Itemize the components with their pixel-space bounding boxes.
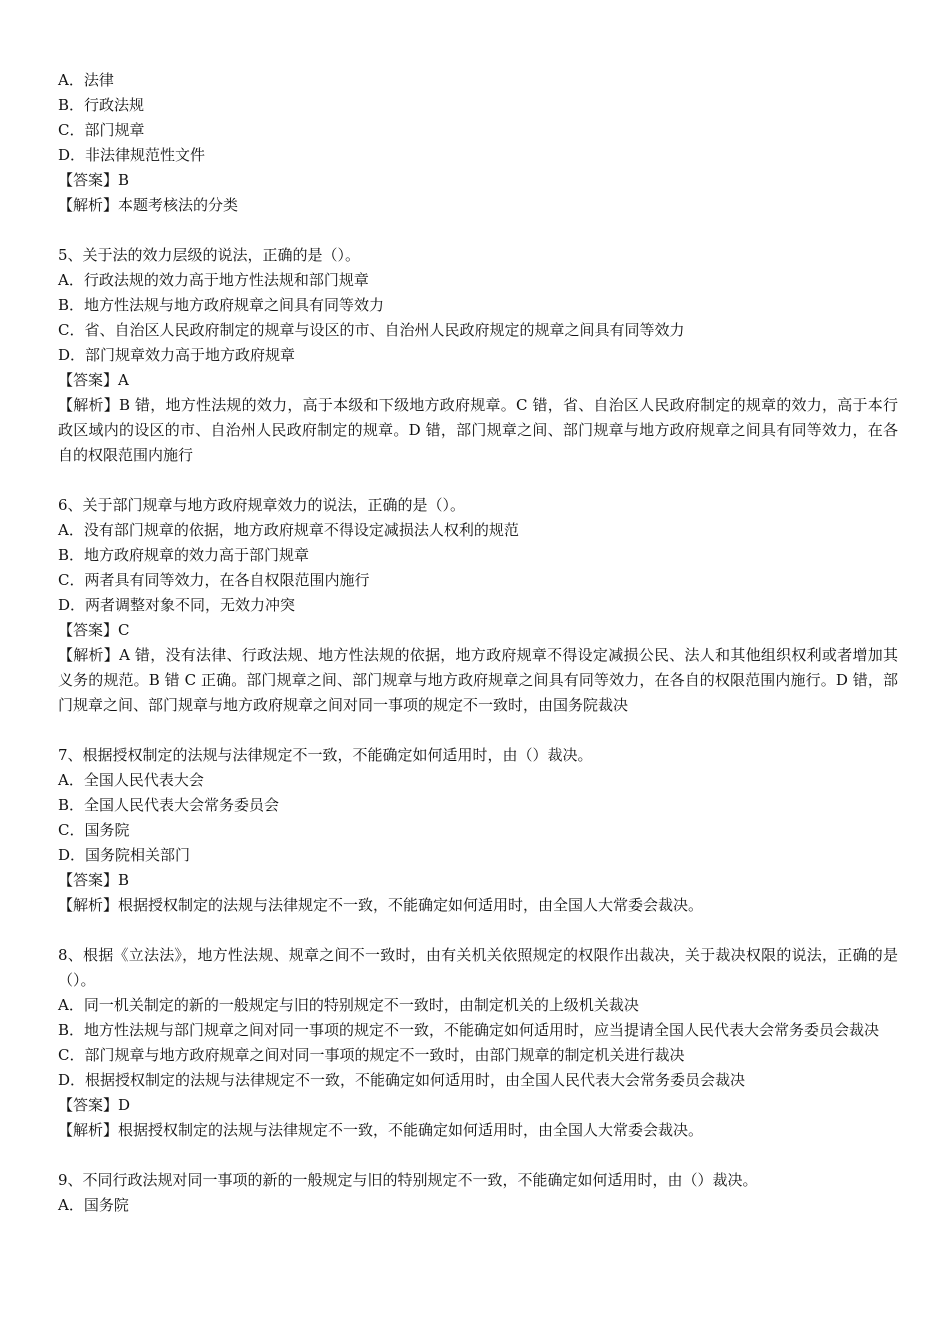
option-d: D．两者调整对象不同，无效力冲突	[58, 596, 296, 614]
question-9	[58, 1168, 898, 1218]
question-stem: 7、根据授权制定的法规与法律规定不一致，不能确定如何适用时，由（）裁决。	[58, 746, 593, 764]
prev-question	[58, 68, 898, 218]
question-stem: 6、关于部门规章与地方政府规章效力的说法，正确的是（）。	[58, 496, 466, 514]
answer: 【答案】D	[58, 1096, 131, 1114]
question-7	[58, 743, 898, 918]
option-b: B．全国人民代表大会常务委员会	[58, 796, 280, 814]
answer: 【答案】C	[58, 621, 130, 639]
option-d: D．部门规章效力高于地方政府规章	[58, 346, 296, 364]
answer: 【答案】B	[58, 171, 130, 189]
option-b: B．地方性法规与地方政府规章之间具有同等效力	[58, 296, 385, 314]
option-c: C．两者具有同等效力，在各自权限范围内施行	[58, 571, 370, 589]
option-c: C．省、自治区人民政府制定的规章与设区的市、自治州人民政府规定的规章之间具有同等效力	[58, 321, 685, 339]
option-a: A．国务院	[58, 1196, 129, 1214]
document-page	[58, 68, 898, 1218]
analysis: 【解析】B 错，地方性法规的效力，高于本级和下级地方政府规章。C 错，省、自治区人民政府制定的规章的效力，高于本行政区域内的设区的市、自治州人民政府制定的规章。D 错，部门规章之间、部门规章与地方政府规章之间具有同等效力，在各自的权限范围内施行	[58, 396, 898, 464]
question-8	[58, 943, 898, 1143]
option-d: D．根据授权制定的法规与法律规定不一致，不能确定如何适用时，由全国人民代表大会常务委员会裁决	[58, 1071, 746, 1089]
analysis: 【解析】根据授权制定的法规与法律规定不一致，不能确定如何适用时，由全国人大常委会裁决。	[58, 1121, 704, 1139]
option-a: A．行政法规的效力高于地方性法规和部门规章	[58, 271, 369, 289]
option-d: D．非法律规范性文件	[58, 146, 206, 164]
option-b: B．行政法规	[58, 96, 145, 114]
option-a: A．同一机关制定的新的一般规定与旧的特别规定不一致时，由制定机关的上级机关裁决	[58, 996, 639, 1014]
option-c: C．部门规章与地方政府规章之间对同一事项的规定不一致时，由部门规章的制定机关进行裁决	[58, 1046, 685, 1064]
answer: 【答案】A	[58, 371, 129, 389]
analysis: 【解析】根据授权制定的法规与法律规定不一致，不能确定如何适用时，由全国人大常委会裁决。	[58, 896, 704, 914]
option-a: A．法律	[58, 71, 114, 89]
question-stem: 5、关于法的效力层级的说法，正确的是（）。	[58, 246, 361, 264]
question-stem: 8、根据《立法法》，地方性法规、规章之间不一致时，由有关机关依照规定的权限作出裁决，关于裁决权限的说法，正确的是（）。	[58, 946, 898, 989]
option-c: C．国务院	[58, 821, 130, 839]
option-d: D．国务院相关部门	[58, 846, 191, 864]
option-a: A．全国人民代表大会	[58, 771, 204, 789]
analysis: 【解析】A 错，没有法律、行政法规、地方性法规的依据，地方政府规章不得设定减损公民、法人和其他组织权利或者增加其义务的规范。B 错 C 正确。部门规章之间、部门规章与地方政府规章之间具有同等效力，在各自的权限范围内施行。D 错，部门规章之间、部门规章与地方政府规章之间对同一事项的规定不一致时，由国务院裁决	[58, 646, 898, 714]
question-stem: 9、不同行政法规对同一事项的新的一般规定与旧的特别规定不一致，不能确定如何适用时，由（）裁决。	[58, 1171, 758, 1189]
question-5	[58, 243, 898, 468]
option-b: B．地方政府规章的效力高于部门规章	[58, 546, 310, 564]
option-c: C．部门规章	[58, 121, 145, 139]
option-b: B．地方性法规与部门规章之间对同一事项的规定不一致，不能确定如何适用时，应当提请全国人民代表大会常务委员会裁决	[58, 1021, 880, 1039]
option-a: A．没有部门规章的依据，地方政府规章不得设定减损法人权利的规范	[58, 521, 519, 539]
analysis: 【解析】本题考核法的分类	[58, 196, 239, 214]
question-6	[58, 493, 898, 718]
answer: 【答案】B	[58, 871, 130, 889]
